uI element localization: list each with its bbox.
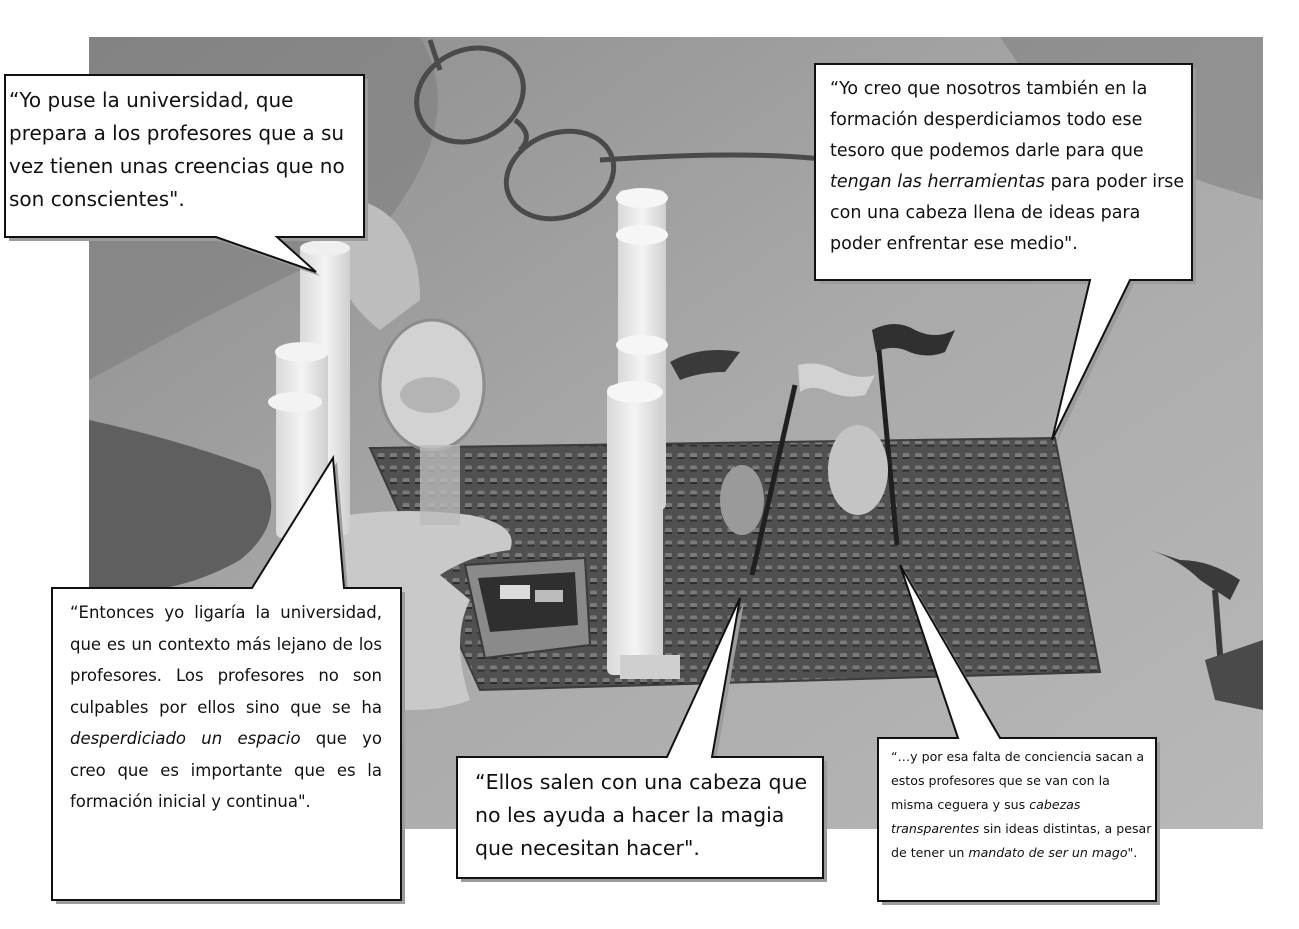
- quote-bottom-center-text: “Ellos salen con una cabeza que no les ayuda a hacer la magia que necesitan hacer".: [475, 770, 808, 860]
- quote-bottom-right-after: ".: [1127, 845, 1138, 860]
- quote-bottom-right-emphasis2: mandato de ser un mago: [968, 845, 1128, 860]
- quote-top-right: [830, 74, 1185, 260]
- quote-bottom-right-middle: sin ideas distintas, a pesar de tener un: [891, 821, 1152, 860]
- quote-bottom-left-emphasis: desperdiciado un espacio: [70, 729, 301, 748]
- quote-top-left: [9, 84, 359, 216]
- quote-top-right-after: para poder irse con una cabeza llena de ideas para poder enfrentar ese medio".: [830, 172, 1185, 254]
- quote-bottom-left: [70, 597, 382, 818]
- quote-bottom-center: [475, 766, 815, 865]
- quote-bottom-right-before: “…y por esa falta de conciencia sacan a estos profesores que se van con la misma ceguera y sus: [891, 749, 1145, 812]
- quote-bottom-left-before: “Entonces yo ligaría la universidad, que es un contexto más lejano de los profesores. Los profesores no son culpables por ellos sino que se ha: [70, 603, 382, 717]
- quote-bottom-left-after: que yo creo que es importante que es la formación inicial y continua".: [70, 729, 383, 811]
- quote-top-right-emphasis: tengan las herramientas: [830, 172, 1045, 192]
- quote-bottom-right: [891, 745, 1153, 865]
- quote-top-left-text: “Yo puse la universidad, que prepara a los profesores que a su vez tienen unas creencias que no son conscientes".: [9, 88, 345, 211]
- quote-bottom-right-emphasis1: cabezas transparentes: [891, 797, 1081, 836]
- quote-top-right-before: “Yo creo que nosotros también en la formación desperdiciamos todo ese tesoro que podemos darle para que: [830, 79, 1148, 161]
- brick-box: [465, 558, 590, 658]
